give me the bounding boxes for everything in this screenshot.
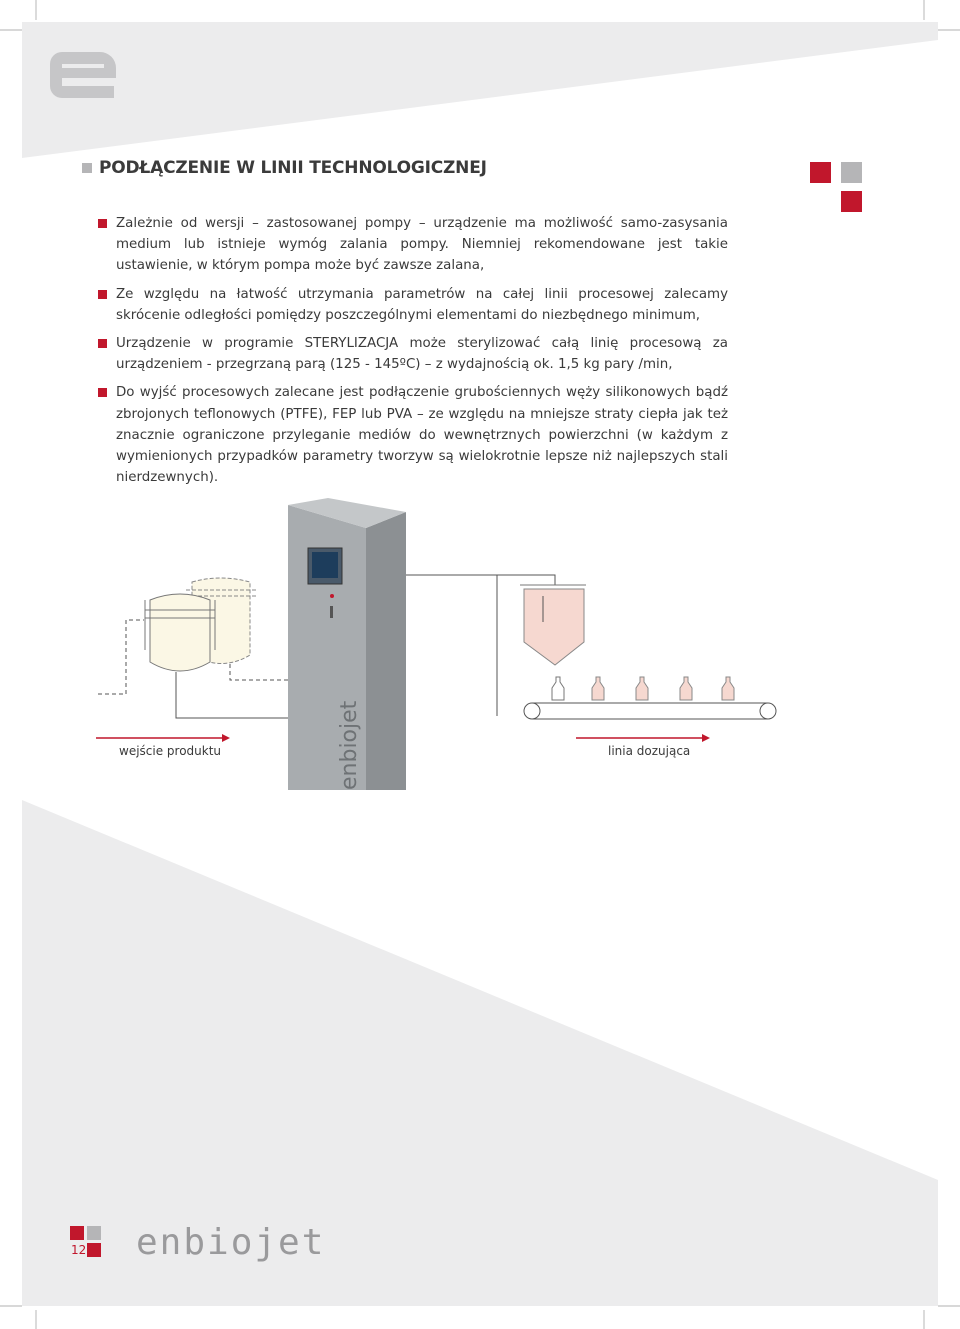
machine-brand-text: enbiojet — [337, 700, 362, 790]
page-number: 12 — [71, 1243, 87, 1257]
bullet-square-icon — [98, 219, 107, 228]
red-square-icon — [70, 1226, 84, 1240]
bottle-icon — [722, 677, 734, 700]
bullet-square-icon — [98, 290, 107, 299]
list-item — [98, 382, 728, 488]
bottle-icon — [636, 677, 648, 700]
output-label: linia dozująca — [608, 744, 691, 758]
brand-text: enbiojet — [136, 1222, 326, 1262]
enbiojet-e-logo — [48, 48, 120, 102]
bullet-text: Do wyjść procesowych zalecane jest podłączenie grubościennych węży silikonowych bądź zbrojonych teflonowych (PTFE), FEP lub PVA – ze względu na mniejsze straty ciepła jak też znacznie ograniczone przyleganie mediów do wewnętrznych powierzchni (w każdym z wymienionych przypadków parametry tworzyw są wielokrotnie lepsze niż najlepszych stali nierdzewnych). — [116, 385, 728, 486]
enbiojet-wordmark — [136, 1222, 416, 1262]
input-arrow-icon — [96, 734, 230, 742]
section-title — [82, 158, 487, 178]
red-square-icon — [87, 1243, 101, 1257]
list-item — [98, 213, 728, 277]
gray-square-icon — [87, 1226, 101, 1240]
red-square-icon — [841, 191, 862, 212]
hopper-icon — [520, 585, 586, 665]
gray-square-icon — [841, 162, 862, 183]
bottle-icon — [592, 677, 604, 700]
input-label: wejście produktu — [119, 744, 222, 758]
conveyor-icon — [524, 703, 776, 719]
bullet-text: Zależnie od wersji – zastosowanej pompy – urządzenie ma możliwość samo-zasysania medium lub istnieje wymóg zalania pompy. Niemniej rekomendowane jest takie ustawienie, w którym pompa może być zawsze zalana, — [116, 216, 728, 274]
red-square-icon — [810, 162, 831, 183]
bullet-list — [98, 213, 728, 495]
bullet-square-icon — [98, 388, 107, 397]
output-arrow-icon — [576, 734, 710, 742]
bottle-icon — [680, 677, 692, 700]
bullet-text: Urządzenie w programie STERYLIZACJA może sterylizować całą linię procesową za urządzeniem - przegrzaną parą (125 - 145ºC) – z wydajnością ok. 1,5 kg pary /min, — [116, 336, 728, 373]
tank-front-icon — [145, 594, 215, 671]
bullet-square-icon — [98, 339, 107, 348]
bottle-icon — [552, 677, 564, 700]
list-item — [98, 333, 728, 375]
title-square-icon — [82, 163, 92, 173]
list-item — [98, 284, 728, 326]
enbiojet-machine — [288, 498, 406, 790]
corner-squares-decoration — [810, 162, 862, 214]
section-title-text: PODŁĄCZENIE W LINII TECHNOLOGICZNEJ — [99, 158, 487, 178]
bullet-text: Ze względu na łatwość utrzymania parametrów na całej linii procesowej zalecamy skrócenie odległości pomiędzy poszczególnymi elementami do niezbędnego minimum, — [116, 286, 728, 323]
